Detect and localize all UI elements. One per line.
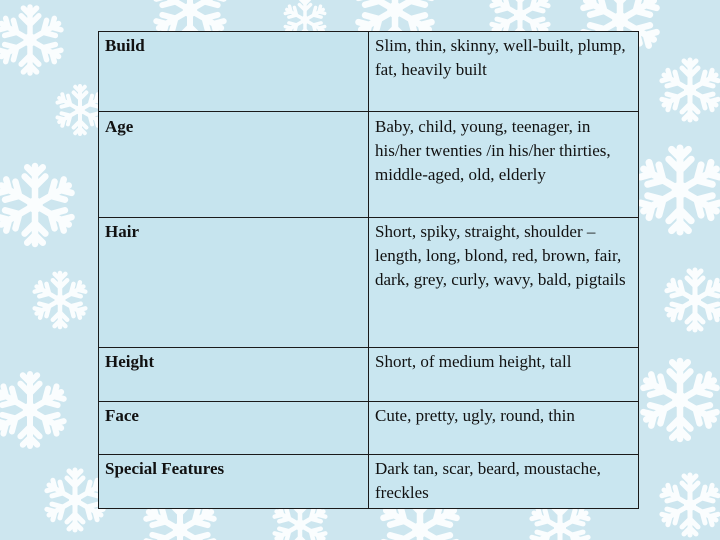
category-cell: Hair	[99, 218, 369, 348]
table-row	[99, 455, 639, 509]
category-cell: Age	[99, 112, 369, 218]
snowflake-icon	[56, 86, 104, 134]
category-cell: Face	[99, 402, 369, 455]
snowflake-icon	[660, 60, 720, 120]
description-cell: Short, spiky, straight, shoulder – length, long, blond, red, brown, fair, dark, grey, curly, wavy, bald, pigtails	[369, 218, 639, 348]
snowflake-icon	[665, 270, 720, 330]
snowflake-icon	[0, 166, 74, 244]
snowflake-icon	[0, 7, 63, 73]
table-row	[99, 112, 639, 218]
category-cell: Special Features	[99, 455, 369, 509]
description-cell: Dark tan, scar, beard, moustache, freckles	[369, 455, 639, 509]
description-cell: Cute, pretty, ugly, round, thin	[369, 402, 639, 455]
vocabulary-table	[98, 31, 639, 509]
description-cell: Short, of medium height, tall	[369, 348, 639, 402]
description-cell: Slim, thin, skinny, well-built, plump, fat, heavily built	[369, 32, 639, 112]
snowflake-icon	[641, 361, 719, 439]
description-cell: Baby, child, young, teenager, in his/her twenties /in his/her thirties, middle-aged, old, elderly	[369, 112, 639, 218]
category-cell: Height	[99, 348, 369, 402]
snowflake-icon	[638, 148, 720, 232]
table-row	[99, 348, 639, 402]
snowflake-icon	[33, 273, 87, 327]
category-cell: Build	[99, 32, 369, 112]
snowflake-icon	[0, 374, 66, 446]
snowflake-icon	[660, 475, 720, 535]
table-row	[99, 32, 639, 112]
table-row	[99, 218, 639, 348]
snowflake-icon	[45, 470, 105, 530]
table-row	[99, 402, 639, 455]
